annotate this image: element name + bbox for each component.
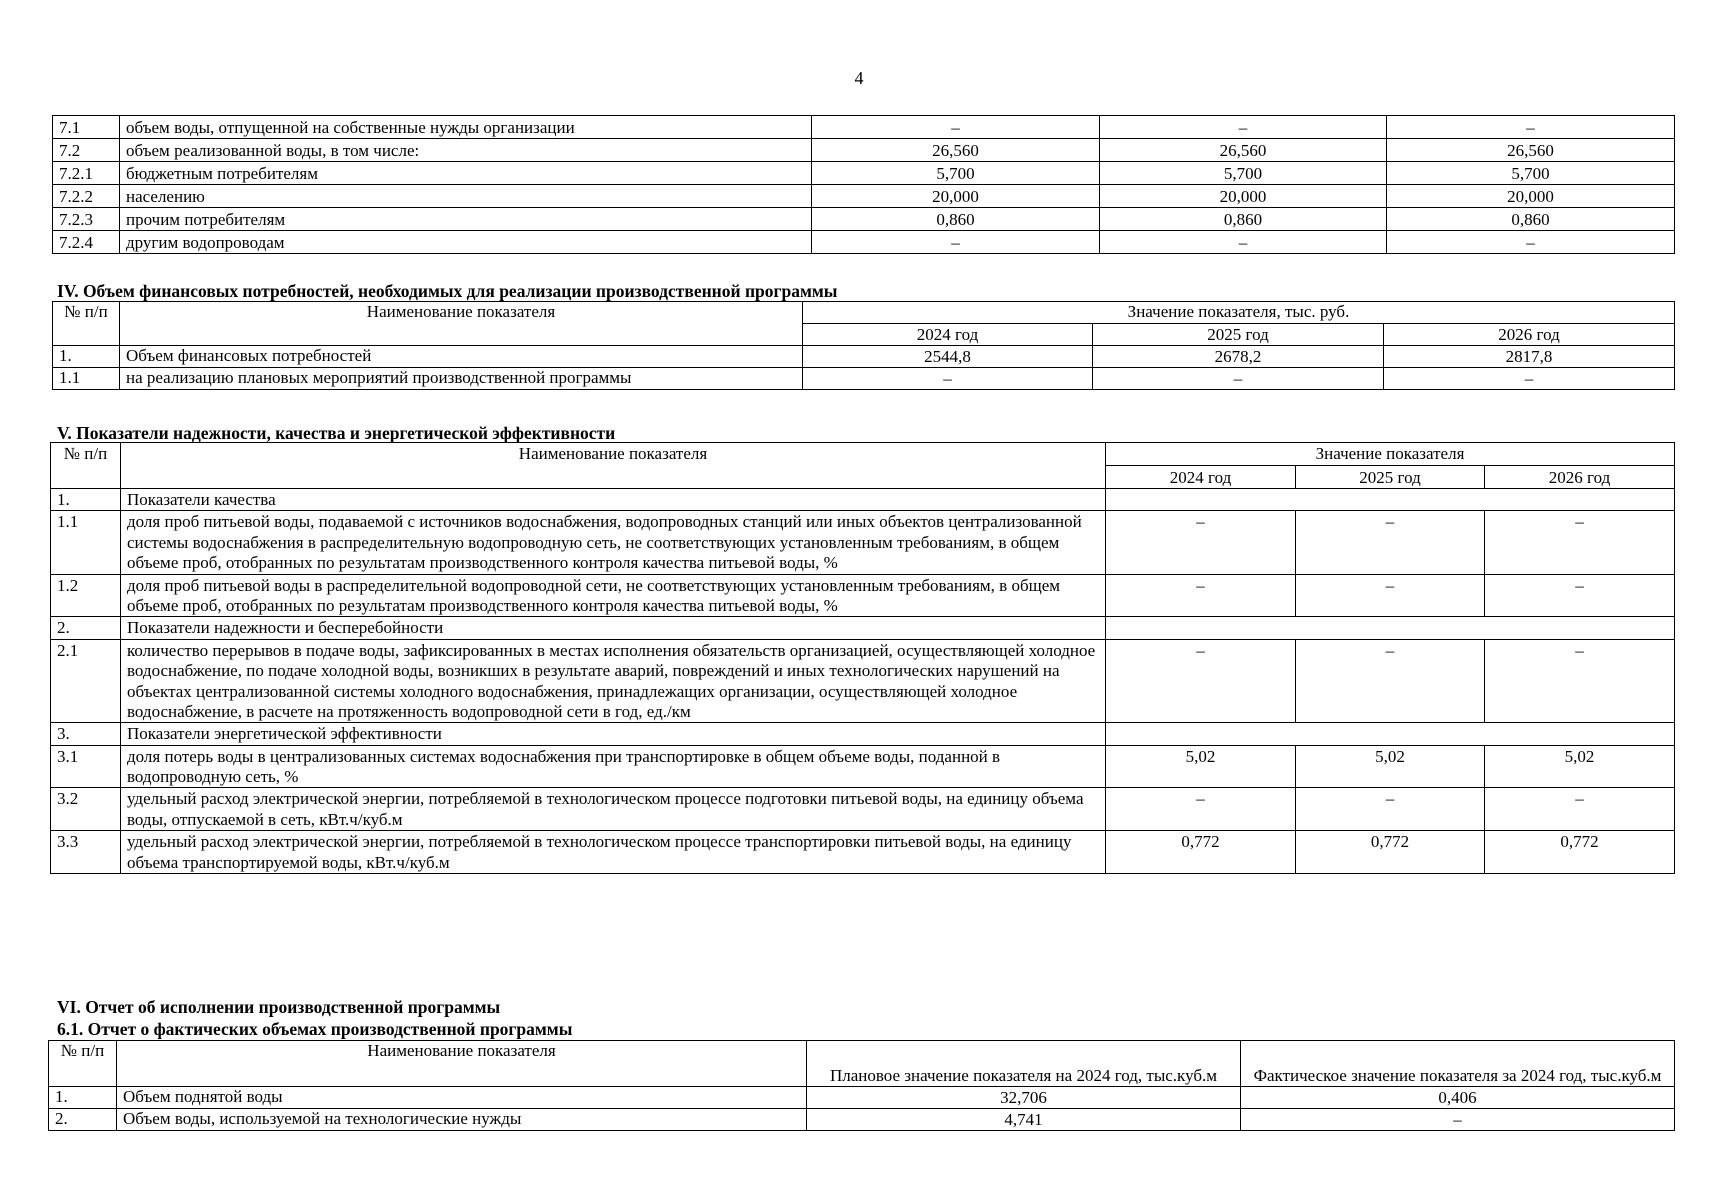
- row-number: 7.2.4: [53, 231, 120, 254]
- row-number: 2.: [49, 1109, 117, 1131]
- row-name: доля проб питьевой воды в распределительной водопроводной сети, не соответствующих установленным требованиям, в общем объеме проб, отобранных по результатам производственного контроля качества питьевой воды, %: [121, 574, 1106, 617]
- value-cell: –: [1485, 574, 1675, 617]
- table-row: [49, 1087, 1675, 1109]
- empty-cell: [1106, 489, 1675, 511]
- value-cell: –: [1485, 639, 1675, 723]
- value-cell: –: [1387, 116, 1675, 139]
- row-name: доля потерь воды в централизованных системах водоснабжения при транспортировке в общем объеме воды, поданной в водопроводную сеть, %: [121, 745, 1106, 788]
- col-name-header: Наименование показателя: [121, 443, 1106, 489]
- row-number: 3.3: [51, 831, 121, 874]
- value-cell: 2544,8: [803, 346, 1093, 368]
- row-number: 7.1: [53, 116, 120, 139]
- value-cell: 20,000: [812, 185, 1100, 208]
- row-name: количество перерывов в подаче воды, зафиксированных в местах исполнения обязательств организацией, осуществляющей холодное водоснабжение, по подаче холодной воды, возникших в результате аварий, повреждений и иных технологических нарушений на объектах централизованной системы холодного водоснабжения, принадлежащих организации, осуществляющей холодное водоснабжение, в расчете на протяженность водопроводной сети в год, ед./км: [121, 639, 1106, 723]
- table-row: [53, 231, 1675, 254]
- value-cell: –: [1296, 511, 1485, 574]
- value-cell: –: [1296, 639, 1485, 723]
- table-row: [53, 368, 1675, 390]
- row-name: Показатели энергетической эффективности: [121, 723, 1106, 745]
- col-name-header: Наименование показателя: [117, 1041, 807, 1087]
- row-number: 1.: [53, 346, 120, 368]
- value-cell: 5,700: [1100, 162, 1387, 185]
- table-row: [49, 1109, 1675, 1131]
- page-number: 4: [854, 68, 864, 88]
- value-cell: –: [1106, 574, 1296, 617]
- value-cell: 20,000: [1100, 185, 1387, 208]
- year-2026-header: 2026 год: [1485, 466, 1675, 489]
- row-name: удельный расход электрической энергии, потребляемой в технологическом процессе подготовки питьевой воды, на единицу объема воды, отпускаемой в сеть, кВт.ч/куб.м: [121, 788, 1106, 831]
- col-num-header: № п/п: [49, 1041, 117, 1087]
- row-name: доля проб питьевой воды, подаваемой с источников водоснабжения, водопроводных станций или иных объектов централизованной системы водоснабжения в распределительную водопроводную сеть, не соответствующих установленным требованиям, в общем объеме проб, отобранных по результатам производственного контроля качества питьевой воды, %: [121, 511, 1106, 574]
- row-name: Объем поднятой воды: [117, 1087, 807, 1109]
- plan-value: 32,706: [807, 1087, 1241, 1109]
- value-cell: –: [1106, 639, 1296, 723]
- section-6-subtitle: 6.1. Отчет о фактических объемах производственной программы: [57, 1019, 573, 1039]
- year-2026-header: 2026 год: [1384, 324, 1675, 346]
- row-name: удельный расход электрической энергии, потребляемой в технологическом процессе транспортировки питьевой воды, на единицу объема транспортируемой воды, кВт.ч/куб.м: [121, 831, 1106, 874]
- value-cell: –: [1296, 788, 1485, 831]
- value-cell: –: [1093, 368, 1384, 390]
- year-2025-header: 2025 год: [1296, 466, 1485, 489]
- value-cell: 26,560: [1100, 139, 1387, 162]
- plan-value: 4,741: [807, 1109, 1241, 1131]
- year-2024-header: 2024 год: [803, 324, 1093, 346]
- row-number: 7.2: [53, 139, 120, 162]
- water-volume-table: [52, 115, 1675, 254]
- table-row: [51, 831, 1675, 874]
- value-cell: 0,772: [1296, 831, 1485, 874]
- value-cell: 0,860: [1100, 208, 1387, 231]
- row-name: на реализацию плановых мероприятий производственной программы: [120, 368, 803, 390]
- col-fact-header: Фактическое значение показателя за 2024 год, тыс.куб.м: [1241, 1041, 1675, 1087]
- row-name: прочим потребителям: [120, 208, 812, 231]
- row-name: Объем воды, используемой на технологические нужды: [117, 1109, 807, 1131]
- value-cell: –: [1100, 116, 1387, 139]
- value-cell: –: [1106, 511, 1296, 574]
- col-plan-header: Плановое значение показателя на 2024 год, тыс.куб.м: [807, 1041, 1241, 1087]
- value-cell: –: [1100, 231, 1387, 254]
- value-cell: 5,700: [812, 162, 1100, 185]
- table-row: [51, 574, 1675, 617]
- value-cell: 26,560: [812, 139, 1100, 162]
- value-cell: –: [812, 231, 1100, 254]
- row-name: Показатели надежности и бесперебойности: [121, 617, 1106, 639]
- value-cell: 0,772: [1485, 831, 1675, 874]
- fact-value: –: [1241, 1109, 1675, 1131]
- value-cell: 0,772: [1106, 831, 1296, 874]
- value-cell: –: [1384, 368, 1675, 390]
- row-number: 2.1: [51, 639, 121, 723]
- table-row: [53, 346, 1675, 368]
- row-number: 1.1: [53, 368, 120, 390]
- col-num-header: № п/п: [53, 302, 120, 346]
- value-cell: –: [1485, 788, 1675, 831]
- table-row: [53, 185, 1675, 208]
- value-cell: 26,560: [1387, 139, 1675, 162]
- section-6-title: VI. Отчет об исполнении производственной программы: [57, 997, 501, 1017]
- value-cell: –: [1387, 231, 1675, 254]
- empty-cell: [1106, 723, 1675, 745]
- table-row: [51, 745, 1675, 788]
- section-5-title: V. Показатели надежности, качества и энергетической эффективности: [57, 423, 616, 443]
- row-number: 7.2.3: [53, 208, 120, 231]
- row-name: населению: [120, 185, 812, 208]
- section-row: [51, 723, 1675, 745]
- value-cell: 5,700: [1387, 162, 1675, 185]
- value-cell: 5,02: [1296, 745, 1485, 788]
- row-name: другим водопроводам: [120, 231, 812, 254]
- fact-value: 0,406: [1241, 1087, 1675, 1109]
- section-row: [51, 489, 1675, 511]
- row-number: 3.1: [51, 745, 121, 788]
- value-cell: 0,860: [812, 208, 1100, 231]
- value-cell: 2817,8: [1384, 346, 1675, 368]
- row-number: 1.1: [51, 511, 121, 574]
- row-number: 1.2: [51, 574, 121, 617]
- actual-volumes-table: [48, 1040, 1675, 1131]
- value-cell: –: [803, 368, 1093, 390]
- row-number: 7.2.2: [53, 185, 120, 208]
- value-cell: 5,02: [1485, 745, 1675, 788]
- col-value-header: Значение показателя, тыс. руб.: [803, 302, 1675, 324]
- year-2024-header: 2024 год: [1106, 466, 1296, 489]
- col-value-header: Значение показателя: [1106, 443, 1675, 466]
- row-number: 1.: [51, 489, 121, 511]
- row-number: 3.: [51, 723, 121, 745]
- row-number: 1.: [49, 1087, 117, 1109]
- reliability-quality-table: [50, 442, 1675, 874]
- row-name: бюджетным потребителям: [120, 162, 812, 185]
- value-cell: 0,860: [1387, 208, 1675, 231]
- row-name: Показатели качества: [121, 489, 1106, 511]
- section-row: [51, 617, 1675, 639]
- row-number: 7.2.1: [53, 162, 120, 185]
- table-row: [53, 162, 1675, 185]
- financial-needs-table: [52, 301, 1675, 390]
- row-name: объем реализованной воды, в том числе:: [120, 139, 812, 162]
- value-cell: –: [1485, 511, 1675, 574]
- value-cell: 5,02: [1106, 745, 1296, 788]
- table-row: [53, 208, 1675, 231]
- table-row: [53, 139, 1675, 162]
- value-cell: 2678,2: [1093, 346, 1384, 368]
- value-cell: 20,000: [1387, 185, 1675, 208]
- table-row: [51, 639, 1675, 723]
- col-num-header: № п/п: [51, 443, 121, 489]
- table-row: [51, 511, 1675, 574]
- value-cell: –: [1296, 574, 1485, 617]
- col-name-header: Наименование показателя: [120, 302, 803, 346]
- row-name: Объем финансовых потребностей: [120, 346, 803, 368]
- row-name: объем воды, отпущенной на собственные нужды организации: [120, 116, 812, 139]
- empty-cell: [1106, 617, 1675, 639]
- row-number: 2.: [51, 617, 121, 639]
- table-row: [53, 116, 1675, 139]
- year-2025-header: 2025 год: [1093, 324, 1384, 346]
- section-4-title: IV. Объем финансовых потребностей, необходимых для реализации производственной программы: [57, 281, 838, 301]
- value-cell: –: [812, 116, 1100, 139]
- row-number: 3.2: [51, 788, 121, 831]
- value-cell: –: [1106, 788, 1296, 831]
- table-row: [51, 788, 1675, 831]
